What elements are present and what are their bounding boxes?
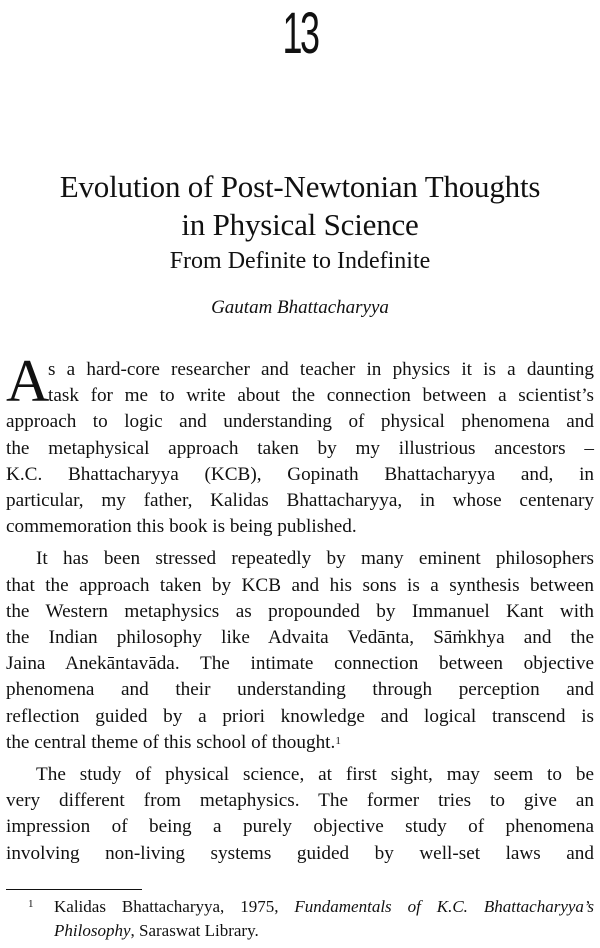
text-line: s a hard-core researcher and teacher in physics it is a daunting	[48, 359, 594, 380]
text-line: K.C. Bhattacharyya (KCB), Gopinath Bhattacharyya and, in	[6, 463, 594, 485]
text-line: impression of being a purely objective study of phenomena	[6, 816, 594, 838]
text-line: commemoration this book is being published.	[6, 516, 357, 538]
text-line: the Western metaphysics as propounded by Immanuel Kant with	[6, 600, 594, 622]
footnote-line-2	[54, 919, 594, 943]
text-line: phenomena and their understanding through perception and	[6, 679, 594, 701]
text-line: involving non-living systems guided by well-set laws and	[6, 842, 594, 864]
footnote-reference[interactable]: 1	[335, 734, 341, 747]
footnote-divider	[6, 889, 142, 890]
drop-cap: A	[6, 348, 50, 414]
chapter-subtitle: From Definite to Indefinite	[169, 248, 431, 274]
paragraph-3	[6, 762, 594, 867]
chapter-number: 13	[282, 1, 318, 66]
chapter-title-block	[0, 168, 600, 276]
text-line: very different from metaphysics. The former tries to give an	[6, 790, 594, 812]
footnote-citation-text: Kalidas Bhattacharyya, 1975,	[54, 897, 295, 916]
author-name: Gautam Bhattacharyya	[211, 297, 389, 318]
chapter-title-line-2: in Physical Science	[181, 207, 419, 242]
text-line: particular, my father, Kalidas Bhattacharyya, in whose centenary	[6, 490, 594, 512]
text-line: The study of physical science, at first sight, may seem to be	[36, 764, 594, 786]
footnote-line-1	[54, 895, 594, 919]
footnote-book-title-cont: Philosophy	[54, 921, 131, 940]
text-line: It has been stressed repeatedly by many eminent philosophers	[36, 548, 594, 570]
text-line: Jaina Anekāntavāda. The intimate connection between objective	[6, 653, 594, 675]
text-line: task for me to write about the connection between a scientist’s	[48, 385, 594, 407]
text-line: approach to logic and understanding of physical phenomena and	[6, 411, 594, 433]
footnote-mark: 1	[28, 898, 34, 910]
body-text	[6, 348, 594, 867]
text-line-with-footnote	[6, 730, 594, 756]
footnote-book-title: Fundamentals of K.C. Bhattacharyya’s	[294, 897, 595, 916]
footnote	[6, 895, 594, 943]
text-line: the central theme of this school of thought.	[6, 731, 336, 753]
text-line: that the approach taken by KCB and his sons is a synthesis between	[6, 574, 594, 596]
text-line: the Indian philosophy like Advaita Vedānta, Sāṁkhya and the	[6, 627, 594, 649]
paragraph-1	[6, 348, 594, 540]
footnote-publisher: , Saraswat Library.	[130, 921, 259, 940]
paragraph-2	[6, 546, 594, 756]
text-line: the metaphysical approach taken by my illustrious ancestors –	[6, 437, 594, 459]
chapter-title-line-1: Evolution of Post-Newtonian Thoughts	[59, 169, 541, 204]
text-line: reflection guided by a priori knowledge and logical transcend is	[6, 705, 594, 727]
footnote-text	[6, 895, 594, 943]
